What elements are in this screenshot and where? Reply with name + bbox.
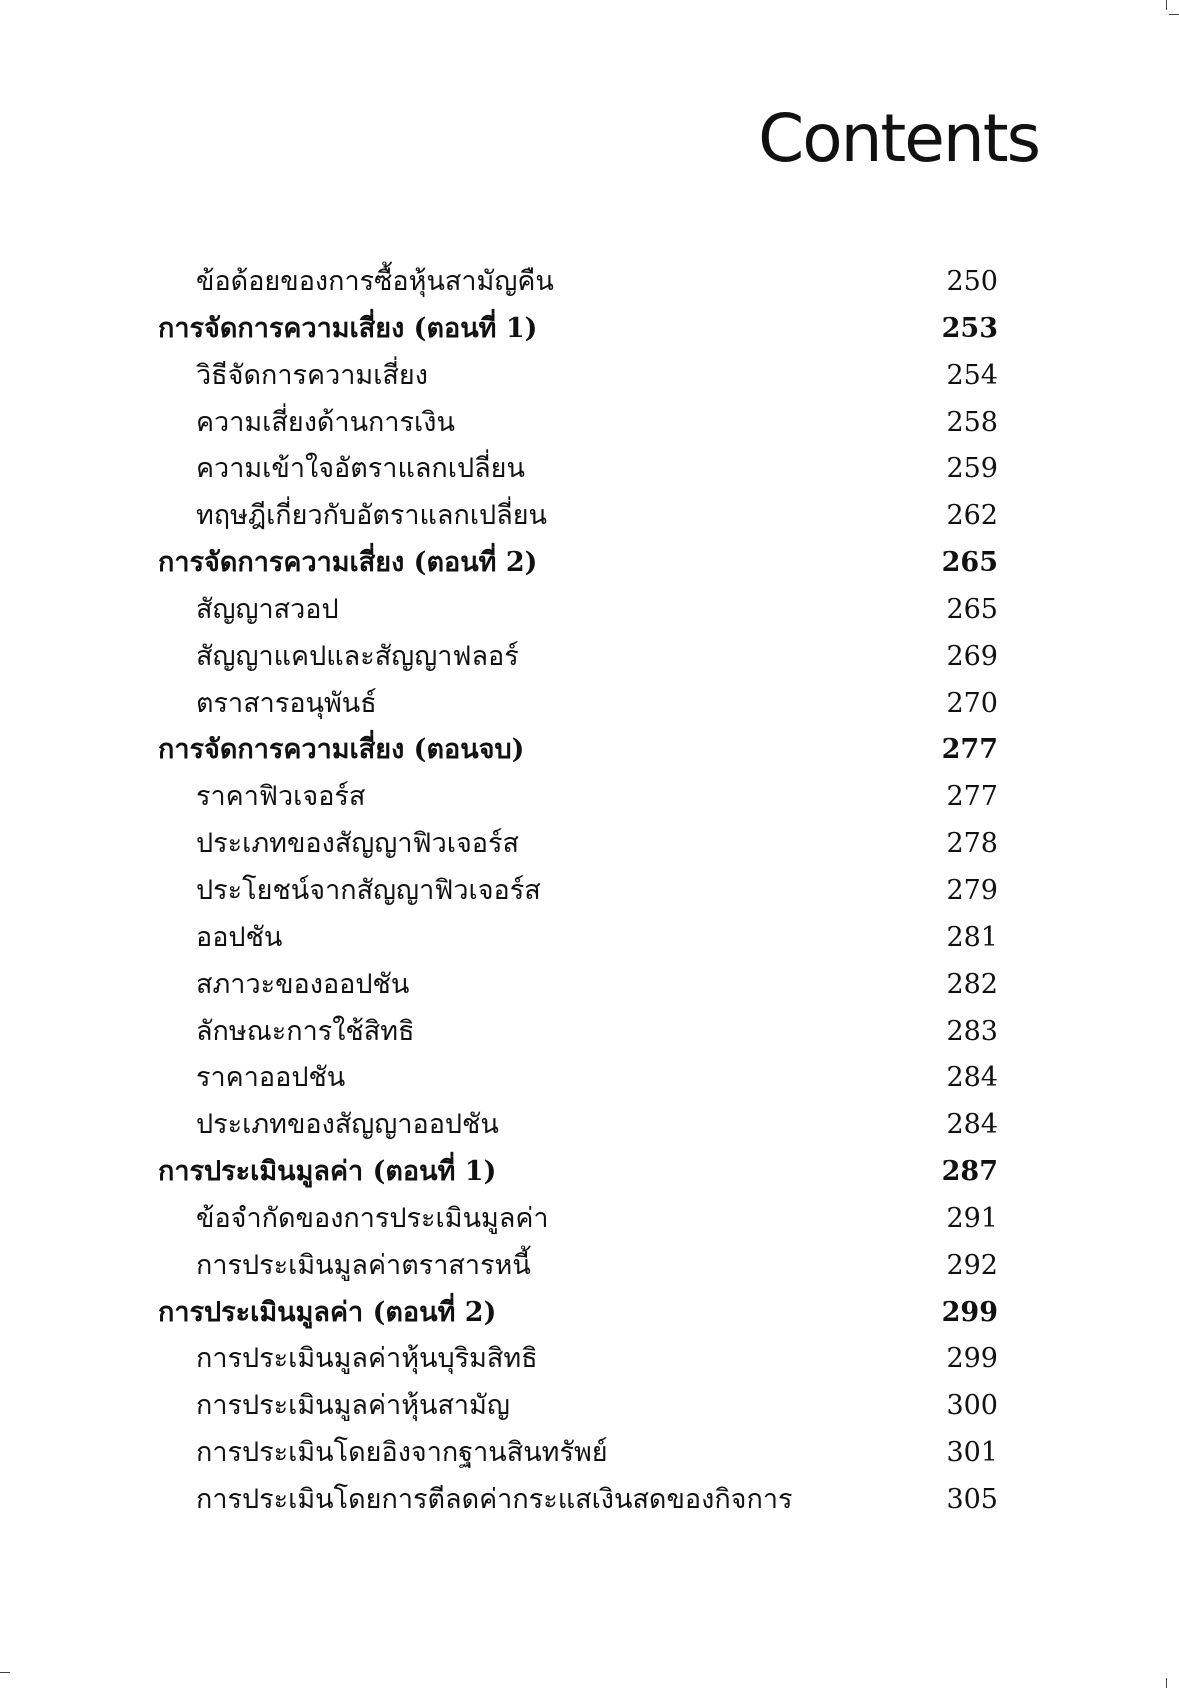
toc-entry-page-number: 278 <box>946 828 998 860</box>
toc-entry-page-number: 258 <box>946 406 998 438</box>
toc-entry-title: วิธีจัดการความเสี่ยง <box>196 359 428 391</box>
toc-section-entry <box>0 1055 1179 1102</box>
toc-entry-page-number: 250 <box>946 266 998 297</box>
toc-entry-page-number: 269 <box>946 640 998 672</box>
crop-mark-top-right <box>1166 0 1167 10</box>
toc-entry-title: การจัดการความเสี่ยง (ตอนจบ) <box>158 734 525 766</box>
toc-entry-title: การประเมินมูลค่า (ตอนที่ 2) <box>158 1296 497 1328</box>
page-title: Contents <box>758 100 1039 177</box>
toc-entry-title: สัญญาสวอป <box>196 593 339 625</box>
toc-section-entry <box>0 259 1179 306</box>
toc-entry-title: การจัดการความเสี่ยง (ตอนที่ 1) <box>158 312 538 344</box>
toc-entry-page-number: 281 <box>946 921 998 953</box>
toc-entry-title: การจัดการความเสี่ยง (ตอนที่ 2) <box>158 547 538 579</box>
toc-section-entry <box>0 868 1179 915</box>
crop-mark-bottom-left <box>0 1672 10 1673</box>
toc-entry-page-number: 265 <box>946 593 998 625</box>
toc-entry-page-number: 282 <box>946 968 998 1000</box>
toc-entry-page-number: 305 <box>946 1483 998 1515</box>
toc-entry-page-number: 277 <box>946 781 998 813</box>
toc-entry-title: การประเมินโดยการตีลดค่ากระแสเงินสดของกิจการ <box>196 1483 793 1515</box>
toc-entry-page-number: 301 <box>946 1437 998 1469</box>
crop-mark-top-right-h <box>1169 14 1179 15</box>
toc-entry-page-number: 284 <box>946 1109 998 1141</box>
toc-section-entry <box>0 1196 1179 1243</box>
toc-section-entry <box>0 681 1179 728</box>
toc-entry-page-number: 262 <box>946 500 998 532</box>
toc-section-entry <box>0 493 1179 540</box>
toc-entry-page-number: 284 <box>946 1062 998 1094</box>
toc-section-entry <box>0 774 1179 821</box>
toc-entry-title: ลักษณะการใช้สิทธิ <box>196 1015 415 1047</box>
toc-entry-title: การประเมินมูลค่าตราสารหนี้ <box>196 1249 531 1281</box>
toc-entry-page-number: 254 <box>946 359 998 391</box>
table-of-contents <box>0 259 1179 1524</box>
toc-entry-title: ประโยชน์จากสัญญาฟิวเจอร์ส <box>196 874 541 906</box>
toc-entry-title: ข้อจำกัดของการประเมินมูลค่า <box>196 1202 549 1234</box>
toc-entry-title: ข้อด้อยของการซื้อหุ้นสามัญคืน <box>196 266 554 297</box>
toc-entry-page-number: 300 <box>946 1390 998 1422</box>
toc-entry-title: ราคาออปชัน <box>196 1062 346 1094</box>
toc-section-entry <box>0 353 1179 400</box>
toc-section-entry <box>0 1477 1179 1524</box>
toc-entry-title: ตราสารอนุพันธ์ <box>196 687 377 719</box>
toc-section-entry <box>0 1336 1179 1383</box>
toc-entry-page-number: 291 <box>946 1202 998 1234</box>
toc-entry-title: การประเมินมูลค่าหุ้นบุริมสิทธิ <box>196 1343 538 1375</box>
toc-section-entry <box>0 587 1179 634</box>
toc-chapter-entry <box>0 1290 1179 1337</box>
toc-entry-page-number: 292 <box>946 1249 998 1281</box>
toc-entry-page-number: 287 <box>941 1156 998 1188</box>
toc-section-entry <box>0 400 1179 447</box>
toc-entry-title: ประเภทของสัญญาฟิวเจอร์ส <box>196 828 519 860</box>
toc-chapter-entry <box>0 306 1179 353</box>
toc-entry-title: ราคาฟิวเจอร์ส <box>196 781 366 813</box>
toc-entry-title: การประเมินมูลค่า (ตอนที่ 1) <box>158 1156 497 1188</box>
toc-entry-title: ความเสี่ยงด้านการเงิน <box>196 406 455 438</box>
toc-entry-page-number: 259 <box>946 453 998 485</box>
toc-entry-page-number: 279 <box>946 874 998 906</box>
toc-entry-title: การประเมินมูลค่าหุ้นสามัญ <box>196 1390 510 1422</box>
toc-entry-page-number: 283 <box>946 1015 998 1047</box>
toc-entry-page-number: 253 <box>941 312 998 344</box>
toc-entry-title: สัญญาแคปและสัญญาฟลอร์ <box>196 640 519 672</box>
toc-chapter-entry <box>0 1149 1179 1196</box>
toc-section-entry <box>0 1243 1179 1290</box>
toc-entry-title: สภาวะของออปชัน <box>196 968 410 1000</box>
toc-chapter-entry <box>0 540 1179 587</box>
toc-section-entry <box>0 1102 1179 1149</box>
toc-section-entry <box>0 634 1179 681</box>
toc-section-entry <box>0 1009 1179 1056</box>
toc-entry-page-number: 270 <box>946 687 998 719</box>
crop-mark-bottom-right <box>1166 1678 1167 1688</box>
toc-section-entry <box>0 446 1179 493</box>
toc-entry-title: ออปชัน <box>196 921 283 953</box>
toc-entry-page-number: 277 <box>941 734 998 766</box>
toc-section-entry <box>0 915 1179 962</box>
toc-entry-page-number: 265 <box>941 547 998 579</box>
toc-section-entry <box>0 1430 1179 1477</box>
toc-section-entry <box>0 1383 1179 1430</box>
toc-entry-page-number: 299 <box>941 1296 998 1328</box>
toc-entry-title: ทฤษฎีเกี่ยวกับอัตราแลกเปลี่ยน <box>196 500 548 532</box>
toc-section-entry <box>0 962 1179 1009</box>
toc-entry-title: การประเมินโดยอิงจากฐานสินทรัพย์ <box>196 1437 608 1469</box>
toc-entry-title: ความเข้าใจอัตราแลกเปลี่ยน <box>196 453 525 485</box>
toc-entry-page-number: 299 <box>946 1343 998 1375</box>
toc-section-entry <box>0 821 1179 868</box>
toc-entry-title: ประเภทของสัญญาออปชัน <box>196 1109 499 1141</box>
toc-chapter-entry <box>0 727 1179 774</box>
